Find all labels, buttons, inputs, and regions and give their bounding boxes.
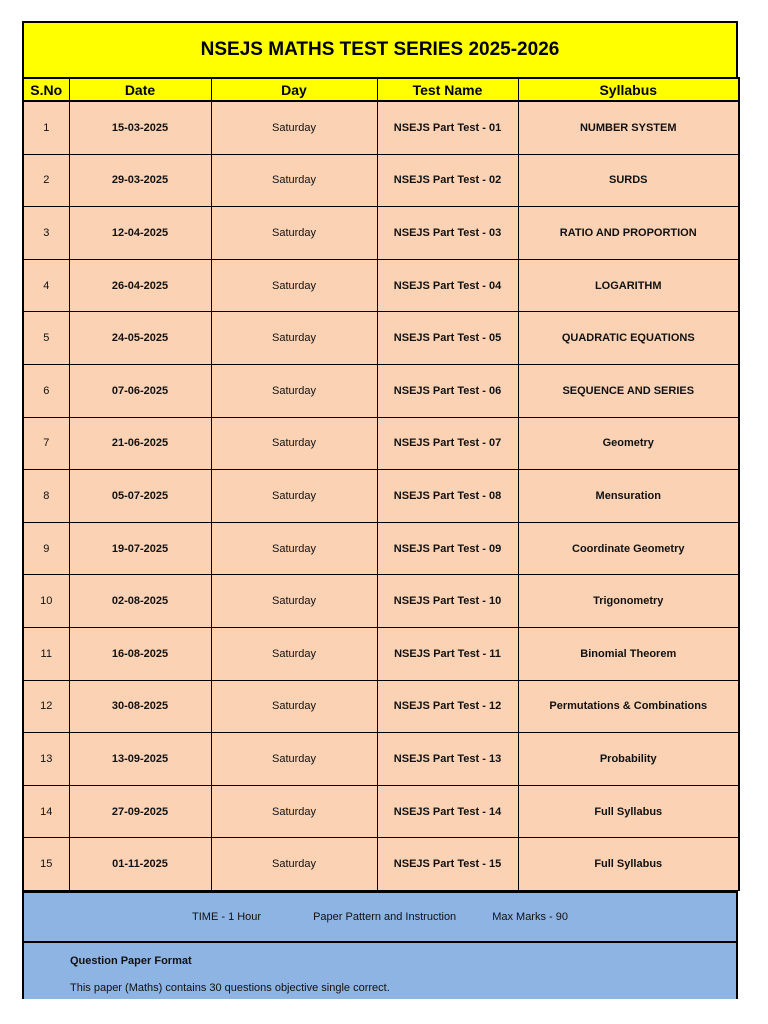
cell-date: 15-03-2025 xyxy=(69,101,211,154)
table-row xyxy=(23,575,739,628)
cell-syllabus: Mensuration xyxy=(518,470,739,523)
table-row xyxy=(23,838,739,891)
sheet-title: NSEJS MATHS TEST SERIES 2025-2026 xyxy=(22,21,738,77)
cell-test-name: NSEJS Part Test - 15 xyxy=(377,838,518,891)
cell-sno: 1 xyxy=(23,101,69,154)
paper-info-bar xyxy=(22,891,738,943)
cell-day: Saturday xyxy=(211,680,377,733)
cell-date: 26-04-2025 xyxy=(69,259,211,312)
schedule-table xyxy=(22,77,740,891)
cell-syllabus: Probability xyxy=(518,733,739,786)
question-format-box xyxy=(22,943,738,999)
table-row xyxy=(23,154,739,207)
cell-test-name: NSEJS Part Test - 12 xyxy=(377,680,518,733)
table-row xyxy=(23,470,739,523)
cell-syllabus: NUMBER SYSTEM xyxy=(518,101,739,154)
marks-info: Max Marks - 90 xyxy=(492,910,568,923)
cell-sno: 12 xyxy=(23,680,69,733)
header-test-name: Test Name xyxy=(377,78,518,101)
cell-syllabus: Coordinate Geometry xyxy=(518,522,739,575)
cell-date: 12-04-2025 xyxy=(69,207,211,260)
cell-test-name: NSEJS Part Test - 02 xyxy=(377,154,518,207)
table-row xyxy=(23,627,739,680)
cell-sno: 8 xyxy=(23,470,69,523)
cell-sno: 5 xyxy=(23,312,69,365)
table-row xyxy=(23,207,739,260)
cell-test-name: NSEJS Part Test - 07 xyxy=(377,417,518,470)
cell-syllabus: SEQUENCE AND SERIES xyxy=(518,364,739,417)
cell-syllabus: Binomial Theorem xyxy=(518,627,739,680)
cell-syllabus: Full Syllabus xyxy=(518,838,739,891)
cell-day: Saturday xyxy=(211,259,377,312)
cell-day: Saturday xyxy=(211,312,377,365)
schedule-sheet xyxy=(22,21,738,999)
cell-sno: 3 xyxy=(23,207,69,260)
cell-day: Saturday xyxy=(211,733,377,786)
cell-date: 13-09-2025 xyxy=(69,733,211,786)
cell-syllabus: QUADRATIC EQUATIONS xyxy=(518,312,739,365)
table-row xyxy=(23,101,739,154)
table-row xyxy=(23,259,739,312)
cell-sno: 15 xyxy=(23,838,69,891)
cell-day: Saturday xyxy=(211,417,377,470)
pattern-info: Paper Pattern and Instruction xyxy=(313,910,457,923)
header-row xyxy=(23,78,739,101)
header-sno: S.No xyxy=(23,78,69,101)
cell-test-name: NSEJS Part Test - 09 xyxy=(377,522,518,575)
table-row xyxy=(23,733,739,786)
cell-day: Saturday xyxy=(211,838,377,891)
cell-date: 30-08-2025 xyxy=(69,680,211,733)
table-row xyxy=(23,364,739,417)
cell-day: Saturday xyxy=(211,785,377,838)
cell-syllabus: LOGARITHM xyxy=(518,259,739,312)
cell-date: 16-08-2025 xyxy=(69,627,211,680)
cell-syllabus: Permutations & Combinations xyxy=(518,680,739,733)
cell-day: Saturday xyxy=(211,207,377,260)
cell-test-name: NSEJS Part Test - 05 xyxy=(377,312,518,365)
cell-syllabus: RATIO AND PROPORTION xyxy=(518,207,739,260)
table-row xyxy=(23,785,739,838)
cell-date: 19-07-2025 xyxy=(69,522,211,575)
cell-sno: 9 xyxy=(23,522,69,575)
header-day: Day xyxy=(211,78,377,101)
cell-test-name: NSEJS Part Test - 06 xyxy=(377,364,518,417)
cell-test-name: NSEJS Part Test - 04 xyxy=(377,259,518,312)
cell-date: 05-07-2025 xyxy=(69,470,211,523)
cell-sno: 4 xyxy=(23,259,69,312)
cell-sno: 2 xyxy=(23,154,69,207)
cell-sno: 7 xyxy=(23,417,69,470)
header-date: Date xyxy=(69,78,211,101)
cell-date: 29-03-2025 xyxy=(69,154,211,207)
cell-test-name: NSEJS Part Test - 03 xyxy=(377,207,518,260)
table-row xyxy=(23,522,739,575)
cell-sno: 6 xyxy=(23,364,69,417)
time-info: TIME - 1 Hour xyxy=(192,910,262,923)
table-row xyxy=(23,312,739,365)
cell-test-name: NSEJS Part Test - 14 xyxy=(377,785,518,838)
cell-day: Saturday xyxy=(211,522,377,575)
table-row xyxy=(23,417,739,470)
cell-test-name: NSEJS Part Test - 11 xyxy=(377,627,518,680)
cell-date: 07-06-2025 xyxy=(69,364,211,417)
cell-sno: 14 xyxy=(23,785,69,838)
cell-day: Saturday xyxy=(211,364,377,417)
cell-sno: 13 xyxy=(23,733,69,786)
cell-syllabus: Geometry xyxy=(518,417,739,470)
cell-day: Saturday xyxy=(211,470,377,523)
cell-syllabus: SURDS xyxy=(518,154,739,207)
cell-test-name: NSEJS Part Test - 01 xyxy=(377,101,518,154)
cell-sno: 10 xyxy=(23,575,69,628)
table-row xyxy=(23,680,739,733)
cell-day: Saturday xyxy=(211,627,377,680)
cell-day: Saturday xyxy=(211,101,377,154)
cell-test-name: NSEJS Part Test - 13 xyxy=(377,733,518,786)
cell-date: 01-11-2025 xyxy=(69,838,211,891)
cell-date: 02-08-2025 xyxy=(69,575,211,628)
cell-date: 27-09-2025 xyxy=(69,785,211,838)
cell-syllabus: Trigonometry xyxy=(518,575,739,628)
cell-date: 21-06-2025 xyxy=(69,417,211,470)
cell-syllabus: Full Syllabus xyxy=(518,785,739,838)
format-text: This paper (Maths) contains 30 questions objective single correct. xyxy=(70,981,390,994)
cell-test-name: NSEJS Part Test - 10 xyxy=(377,575,518,628)
cell-test-name: NSEJS Part Test - 08 xyxy=(377,470,518,523)
cell-day: Saturday xyxy=(211,575,377,628)
format-heading: Question Paper Format xyxy=(70,954,192,967)
header-syllabus: Syllabus xyxy=(518,78,739,101)
cell-sno: 11 xyxy=(23,627,69,680)
cell-date: 24-05-2025 xyxy=(69,312,211,365)
cell-day: Saturday xyxy=(211,154,377,207)
